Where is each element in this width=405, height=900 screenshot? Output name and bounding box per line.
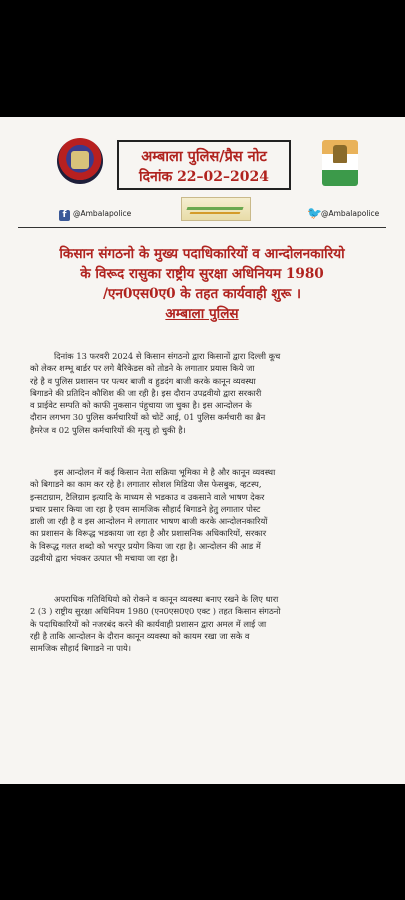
- facebook-icon: f: [59, 210, 70, 221]
- paragraph-3: [30, 593, 385, 654]
- paragraph-2: [30, 466, 385, 564]
- press-note-date: दिनांक 22–02–2024: [138, 169, 269, 185]
- haryana-government-emblem-icon: [322, 140, 358, 186]
- paragraph-line: डाली जा रही है व इस आन्दोलन मे लगातार भाषण बाजी करके आन्दोलनकारियों: [30, 516, 268, 527]
- facebook-handle: @Ambalapolice: [73, 209, 132, 218]
- haryana-police-emblem-icon: [57, 138, 103, 184]
- headline-line: के विरूद रासुका राष्ट्रीय सुरक्षा अधिनियम 1980: [80, 266, 324, 282]
- twitter-handle: @Ambalapolice: [321, 209, 380, 218]
- paragraph-line: उद्रवीयो द्वारा भंयकर उत्पात भी मचाया जा रहा है।: [30, 553, 178, 564]
- paragraph-line: रही है ताकि आन्दोलन के दौरान कानून व्यवस्था को कायम रखा जा सके व: [30, 630, 250, 641]
- twitter-icon: 🐦: [307, 206, 322, 220]
- paragraph-line: हैमरेज व 02 पुलिस कर्मचारियों की मृत्यु हो चुकी है।: [30, 424, 186, 435]
- paragraph-line: को लेकर शम्भू बार्डर पर लगे बैरिकेडस को तोडने के लगातार प्रयास किये जा: [30, 363, 255, 374]
- headline-line: किसान संगठनो के मुख्य पदाधिकारियों व आन्दोलनकारियो: [59, 246, 345, 262]
- press-note-title-box: [117, 140, 291, 190]
- paragraph-line: रहे है व पुलिस प्रशासन पर पत्थर बाजी व हुडदंग बाजी करके कानून व्यवस्था: [30, 375, 256, 386]
- header-divider: [18, 227, 386, 228]
- headline-line: /एन0एस0ए0 के तहत कार्यवाही शुरू ।: [102, 286, 302, 302]
- paragraph-line: प्रचार प्रसार किया जा रहा है एवम सामजिक सौहार्द बिगाडने हेतु लगातार पोस्ट: [30, 503, 261, 514]
- headline-signature: अम्बाला पुलिस: [165, 306, 239, 322]
- press-note-title: अम्बाला पुलिस/प्रैस नोट: [141, 148, 267, 165]
- paragraph-line: इस आन्दोलन में कई किसान नेता सक्रिया भूमिका मे है और कानून व्यवस्था: [54, 467, 276, 477]
- paragraph-line: इन्सटाग्राम, टैलिग्राम इत्यादि के माध्यम से भडकाउ व उकसाने वाले भाषण देकर: [30, 491, 265, 502]
- center-banner-logo: [181, 197, 251, 221]
- paragraph-line: के पदाधिकारियों को नजरबंद करने की कार्यवाही प्रशासन द्वारा अमल में लाई जा: [30, 618, 267, 629]
- paragraph-line: के विरूद्ध गलत शब्दो को भरपूर प्रयोग किया जा रहा है। आन्दोलन की आड में: [30, 540, 261, 551]
- paragraph-line: 2 (3 ) राष्ट्रीय सुरक्षा अधिनियम 1980 (एन0एस0ए0 एक्ट ) तहत किसान संगठनो: [30, 606, 281, 617]
- paragraph-line: दिनांक 13 फरवरी 2024 से किसान संगठनो द्वारा किसानों द्वारा दिल्ली कूच: [54, 351, 281, 361]
- paragraph-line: बिगाडने की प्रतिदिन कौशिश की जा रही है। इस दौरान उपद्रवीयो द्वारा सरकारी: [30, 387, 262, 398]
- paragraph-line: व प्राईवेट सम्पति को काफी नुकसान पंहुचाया जा चुका है। इस आन्दोलन के: [30, 400, 252, 411]
- paragraph-line: दौरान लगभग 30 पुलिस कर्मचारियों को चोटें आई, 01 पुलिस कर्मचारी का ब्रैन: [30, 412, 266, 423]
- paragraph-line: को बिगाडने का काम कर रहे है। लगातार सोशल मिडिया जैस फेसबुक, व्हटस्प,: [30, 479, 262, 490]
- paragraph-line: अपराधिक गतिविधियो को रोकने व कानून व्यवस्था बनाए रखने के लिए धारा: [54, 594, 279, 604]
- paragraph-line: का प्रशासन के विरूद्ध भडकाया जा रहा है और प्रशासनिक अधिकारियों, सरकार: [30, 528, 267, 539]
- paragraph-line: सामजिक सौहार्द बिगाडने ना पाये।: [30, 643, 131, 654]
- headline: [18, 244, 386, 324]
- paragraph-1: [30, 350, 385, 436]
- press-note-page: [0, 117, 405, 784]
